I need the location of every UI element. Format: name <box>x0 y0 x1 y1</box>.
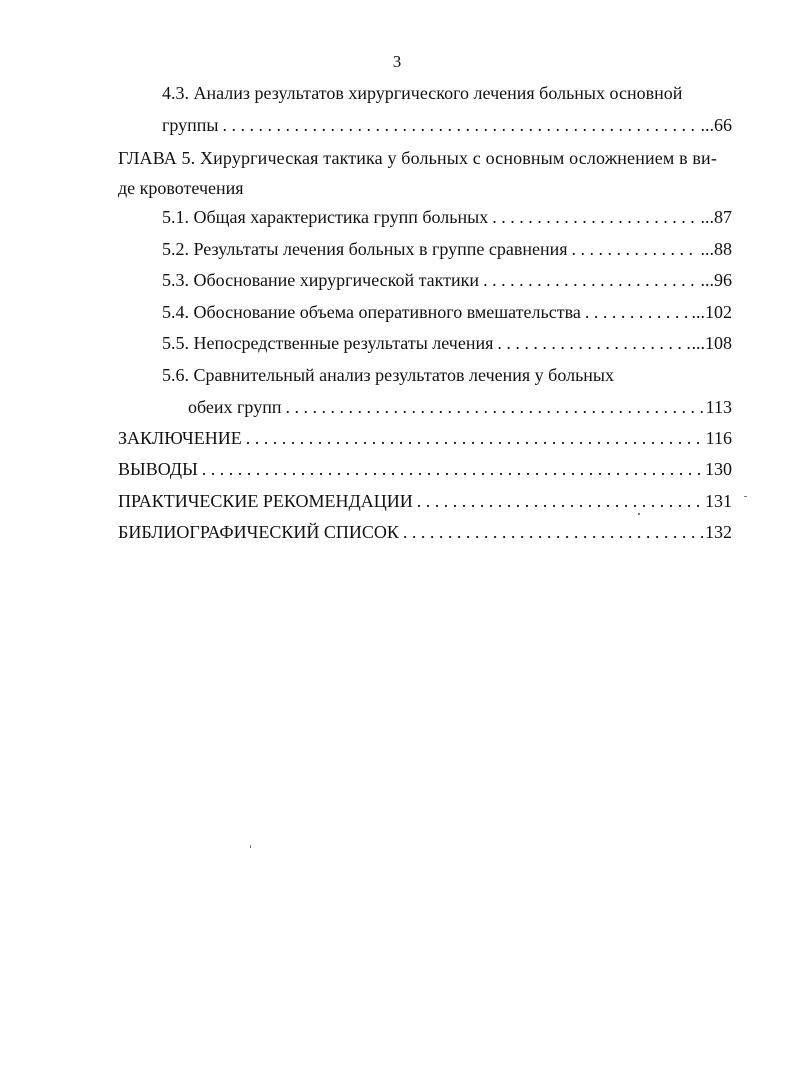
leader-dots <box>492 206 698 228</box>
toc-5-6-title-line1: 5.6. Сравнительный анализ результатов лечения у больных <box>162 365 615 385</box>
toc-entry-5-4[interactable] <box>162 301 732 323</box>
toc-5-5-title: 5.5. Непосредственные результаты лечения <box>162 333 494 353</box>
toc-entry-5-1[interactable] <box>162 206 732 228</box>
toc-entry-5-2[interactable] <box>162 238 732 260</box>
toc-conclusion-title: ЗАКЛЮЧЕНИЕ <box>118 428 242 448</box>
leader-dots <box>246 427 704 449</box>
toc-recommendations-title: ПРАКТИЧЕСКИЕ РЕКОМЕНДАЦИИ <box>118 491 413 511</box>
toc-chapter-5-title-line2: де кровотечения <box>118 178 244 198</box>
leader-dots <box>585 301 690 323</box>
toc-conclusion-page: 116 <box>705 428 732 448</box>
toc-5-6-title-line2: обеих групп <box>188 397 282 417</box>
toc-5-4-title: 5.4. Обоснование объема оперативного вмешательства <box>162 302 581 322</box>
toc-bibliography-title: БИБЛИОГРАФИЧЕСКИЙ СПИСОК <box>118 522 399 542</box>
toc-entry-findings[interactable] <box>118 458 732 480</box>
toc-entry-5-6[interactable] <box>188 396 732 418</box>
leader-dots <box>417 490 703 512</box>
leader-dots <box>403 521 703 543</box>
leader-dots <box>202 458 703 480</box>
leader-dots <box>483 269 698 291</box>
toc-5-2-page: ...88 <box>700 239 732 259</box>
toc-findings-page: 130 <box>705 459 732 479</box>
toc-findings-title: ВЫВОДЫ <box>118 459 198 479</box>
toc-recommendations-page: 131 <box>705 491 732 511</box>
leader-dots <box>497 332 689 354</box>
toc-5-3-title: 5.3. Обоснование хирургической тактики <box>162 270 480 290</box>
leader-dots <box>572 238 699 260</box>
scan-speck <box>250 845 251 848</box>
toc-entry-5-3[interactable] <box>162 269 732 291</box>
toc-4-3-title-line1: 4.3. Анализ результатов хирургического лечения больных основной <box>162 83 683 103</box>
leader-dots <box>285 396 703 418</box>
scan-speck <box>744 496 747 497</box>
toc-entry-5-5[interactable] <box>162 332 732 354</box>
toc-4-3-title-line2: группы <box>162 115 219 135</box>
toc-bibliography-page: 132 <box>705 522 732 542</box>
toc-entry-4-3[interactable] <box>162 114 732 136</box>
toc-5-4-page: ...102 <box>691 302 732 322</box>
scan-speck <box>638 513 640 515</box>
toc-5-2-title: 5.2. Результаты лечения больных в группе сравнения <box>162 239 568 259</box>
toc-5-5-page: ...108 <box>691 333 732 353</box>
toc-5-1-page: ...87 <box>700 207 732 227</box>
toc-5-6-page: 113 <box>705 397 732 417</box>
toc-entry-bibliography[interactable] <box>118 521 732 543</box>
toc-5-3-page: ...96 <box>700 270 732 290</box>
toc-entry-conclusion[interactable] <box>118 427 732 449</box>
leader-dots <box>223 114 699 136</box>
toc-4-3-page: ...66 <box>700 115 732 135</box>
toc-5-1-title: 5.1. Общая характеристика групп больных <box>162 207 489 227</box>
toc-chapter-5-title-line1[interactable]: ГЛАВА 5. Хирургическая тактика у больных с основным осложнением в ви- <box>118 148 717 168</box>
toc-entry-recommendations[interactable] <box>118 490 732 512</box>
page-number: 3 <box>392 52 402 71</box>
